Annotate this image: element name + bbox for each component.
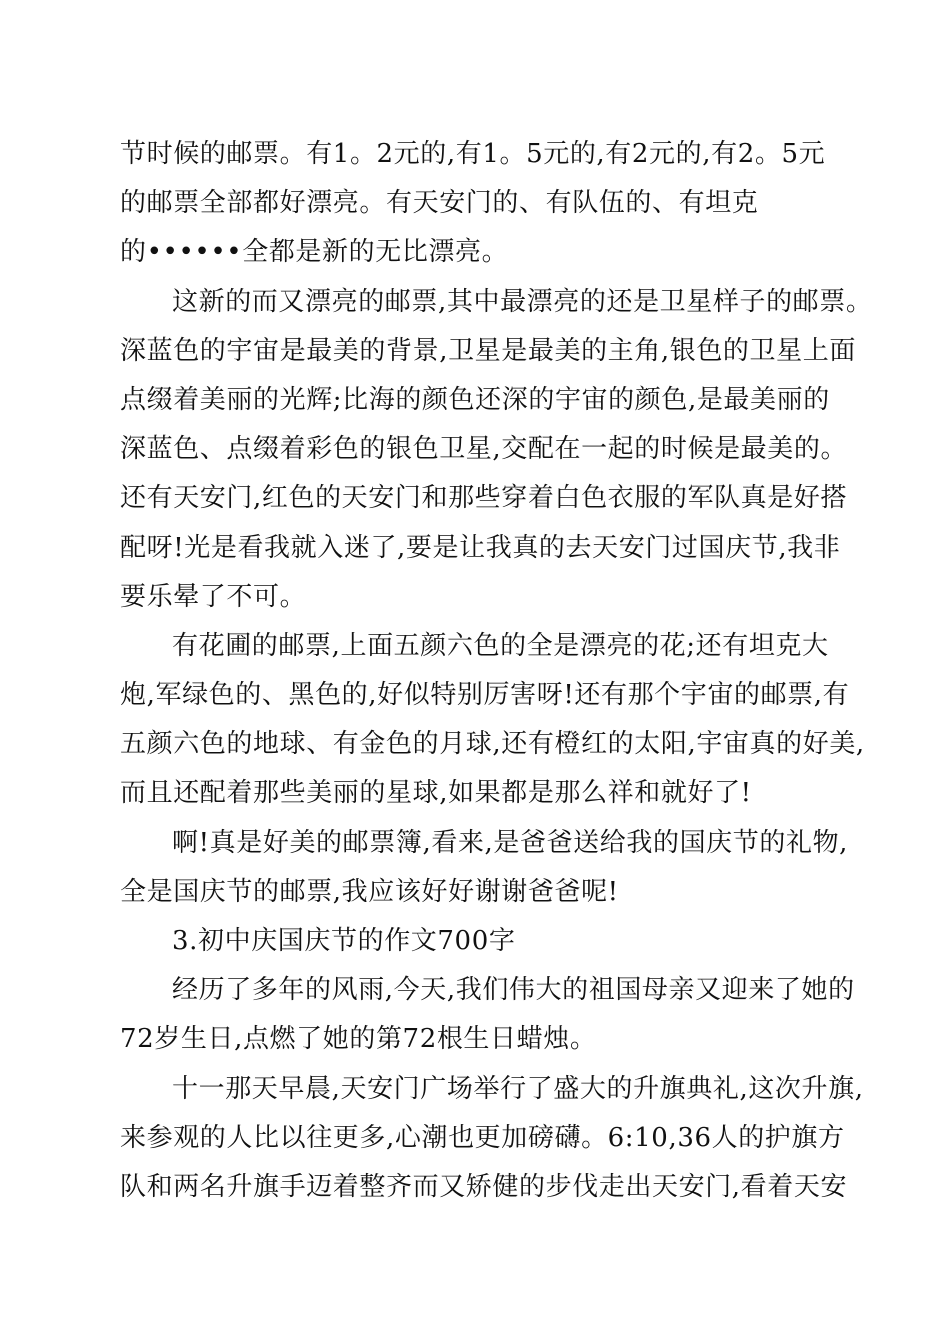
section-heading: 3.初中庆国庆节的作文700字: [172, 926, 516, 956]
text-line: 点缀着美丽的光辉;比海的颜色还深的宇宙的颜色,是最美丽的: [120, 384, 830, 415]
text-line: 深蓝色、点缀着彩色的银色卫星,交配在一起的时候是最美的。: [120, 434, 848, 465]
text-line: 全是国庆节的邮票,我应该好好谢谢爸爸呢!: [120, 876, 619, 907]
text-line: 72岁生日,点燃了她的第72根生日蜡烛。: [120, 1024, 597, 1055]
text-line: 的邮票全部都好漂亮。有天安门的、有队伍的、有坦克: [120, 188, 759, 219]
text-line: 有花圃的邮票,上面五颜六色的全是漂亮的花;还有坦克大: [172, 630, 829, 661]
text-line: 经历了多年的风雨,今天,我们伟大的祖国母亲又迎来了她的: [172, 975, 855, 1006]
body-text: [120, 130, 873, 1212]
text-line: 还有天安门,红色的天安门和那些穿着白色衣服的军队真是好搭: [120, 483, 848, 514]
text-line: 来参观的人比以往更多,心潮也更加磅礴。6:10,36人的护旗方: [120, 1122, 845, 1153]
text-line: 要乐晕了不可。: [120, 581, 307, 612]
text-line: 五颜六色的地球、有金色的月球,还有橙红的太阳,宇宙真的好美,: [120, 729, 865, 760]
text-line: 节时候的邮票。有1。2元的,有1。5元的,有2元的,有2。5元: [120, 139, 826, 169]
text-line: 炮,军绿色的、黑色的,好似特别厉害呀!还有那个宇宙的邮票,有: [120, 680, 850, 711]
text-line: 啊!真是好美的邮票簿,看来,是爸爸送给我的国庆节的礼物,: [172, 827, 849, 858]
text-line: 这新的而又漂亮的邮票,其中最漂亮的还是卫星样子的邮票。: [172, 286, 873, 317]
text-line: 队和两名升旗手迈着整齐而又矫健的步伐走出天安门,看着天安: [120, 1171, 848, 1202]
text-line: 配呀!光是看我就入迷了,要是让我真的去天安门过国庆节,我非: [120, 532, 841, 563]
text-line: 的••••••全都是新的无比漂亮。: [120, 237, 509, 268]
text-line: 十一那天早晨,天安门广场举行了盛大的升旗典礼,这次升旗,: [172, 1073, 864, 1104]
text-line: 而且还配着那些美丽的星球,如果都是那么祥和就好了!: [120, 778, 752, 809]
text-line: 深蓝色的宇宙是最美的背景,卫星是最美的主角,银色的卫星上面: [120, 335, 856, 366]
